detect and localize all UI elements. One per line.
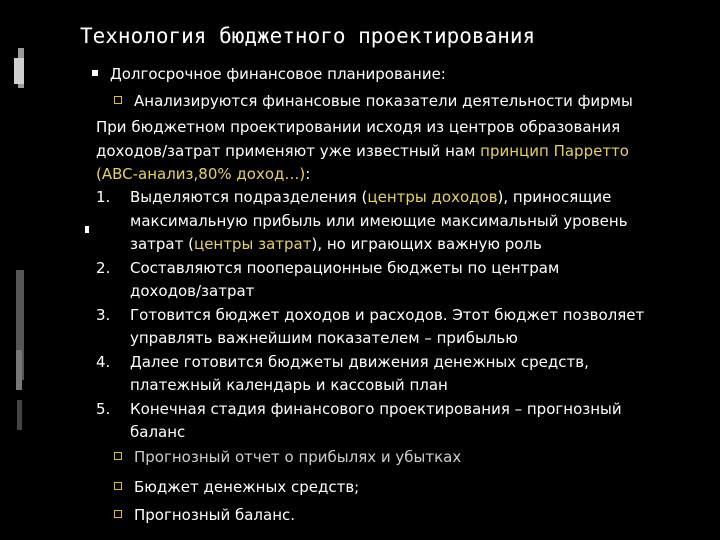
- list-item: [96, 257, 706, 304]
- highlight-cost-centers: центры затрат: [193, 235, 312, 253]
- numbered-list: [96, 186, 706, 445]
- decorative-bar: [17, 400, 22, 430]
- sub-bullet-text: Прогнозный отчет о прибылях и убытках: [134, 448, 462, 466]
- list-line: Далее готовится бюджеты движения денежных средств,: [130, 352, 589, 371]
- list-number: 1.: [96, 188, 111, 206]
- paragraph-text: доходов/затрат применяют уже известный нам: [96, 141, 481, 160]
- paragraph-budget-design: [96, 116, 696, 187]
- bullet-text: Долгосрочное финансовое планирование:: [110, 65, 446, 83]
- list-number: 3.: [96, 305, 111, 324]
- decorative-bar: [16, 350, 22, 390]
- list-line: Конечная стадия финансового проектирования – прогнозный: [130, 399, 622, 418]
- highlight-income-centers: центры доходов: [367, 188, 498, 206]
- bullet-dot: [85, 226, 89, 233]
- square-bullet-icon: [92, 70, 98, 76]
- hollow-square-bullet-icon: [114, 482, 122, 490]
- sub-bullet-analysis: [114, 92, 633, 110]
- list-item: [96, 186, 706, 257]
- list-number: 5.: [96, 399, 111, 418]
- list-line: платежный календарь и кассовый план: [130, 376, 448, 394]
- list-text: ), но играющих важную роль: [311, 235, 542, 253]
- hollow-square-bullet-icon: [114, 96, 122, 104]
- list-number: 2.: [96, 258, 111, 277]
- list-line: управлять важнейшим показателем – прибылью: [130, 329, 518, 347]
- list-item: [96, 398, 706, 445]
- list-text: затрат (: [130, 235, 194, 253]
- hollow-square-bullet-icon: [114, 452, 122, 460]
- list-line: баланс: [130, 423, 186, 441]
- highlight-abc: (ABC-анализ,80% доход…): [96, 165, 306, 183]
- sub-bullet-text: Прогнозный баланс.: [134, 506, 296, 524]
- list-text: Выделяются подразделения (: [130, 188, 368, 206]
- list-number: 4.: [96, 352, 111, 371]
- list-line: [130, 186, 706, 210]
- list-line: максимальную прибыль или имеющие максимальный уровень: [130, 211, 628, 230]
- sub-bullet-text: Бюджет денежных средств;: [134, 478, 360, 496]
- paragraph-line: При бюджетном проектировании исходя из центров образования: [96, 118, 621, 136]
- paragraph-text: :: [305, 165, 311, 183]
- sub-bullet-cash-budget: [114, 478, 359, 496]
- sub-bullet-text: Анализируются финансовые показатели деятельности фирмы: [134, 92, 633, 110]
- list-line: Составляются пооперационные бюджеты по центрам: [130, 258, 560, 277]
- list-line: [130, 233, 706, 257]
- list-item: [96, 304, 706, 351]
- bullet-long-term-planning: [92, 65, 446, 83]
- paragraph-line: [96, 163, 696, 187]
- highlight-pareto: принцип Парретто: [480, 141, 629, 160]
- list-text: ), приносящие: [497, 188, 612, 206]
- slide-title: Технология бюджетного проектирования: [80, 24, 536, 48]
- list-line: доходов/затрат: [130, 282, 255, 300]
- sub-bullet-forecast-balance: [114, 506, 295, 524]
- list-item: [96, 351, 706, 398]
- paragraph-line: [96, 140, 696, 164]
- sub-bullet-profit-report: [114, 448, 461, 466]
- list-line: Готовится бюджет доходов и расходов. Этот бюджет позволяет: [130, 305, 645, 324]
- decorative-bar: [14, 58, 24, 84]
- hollow-square-bullet-icon: [114, 510, 122, 518]
